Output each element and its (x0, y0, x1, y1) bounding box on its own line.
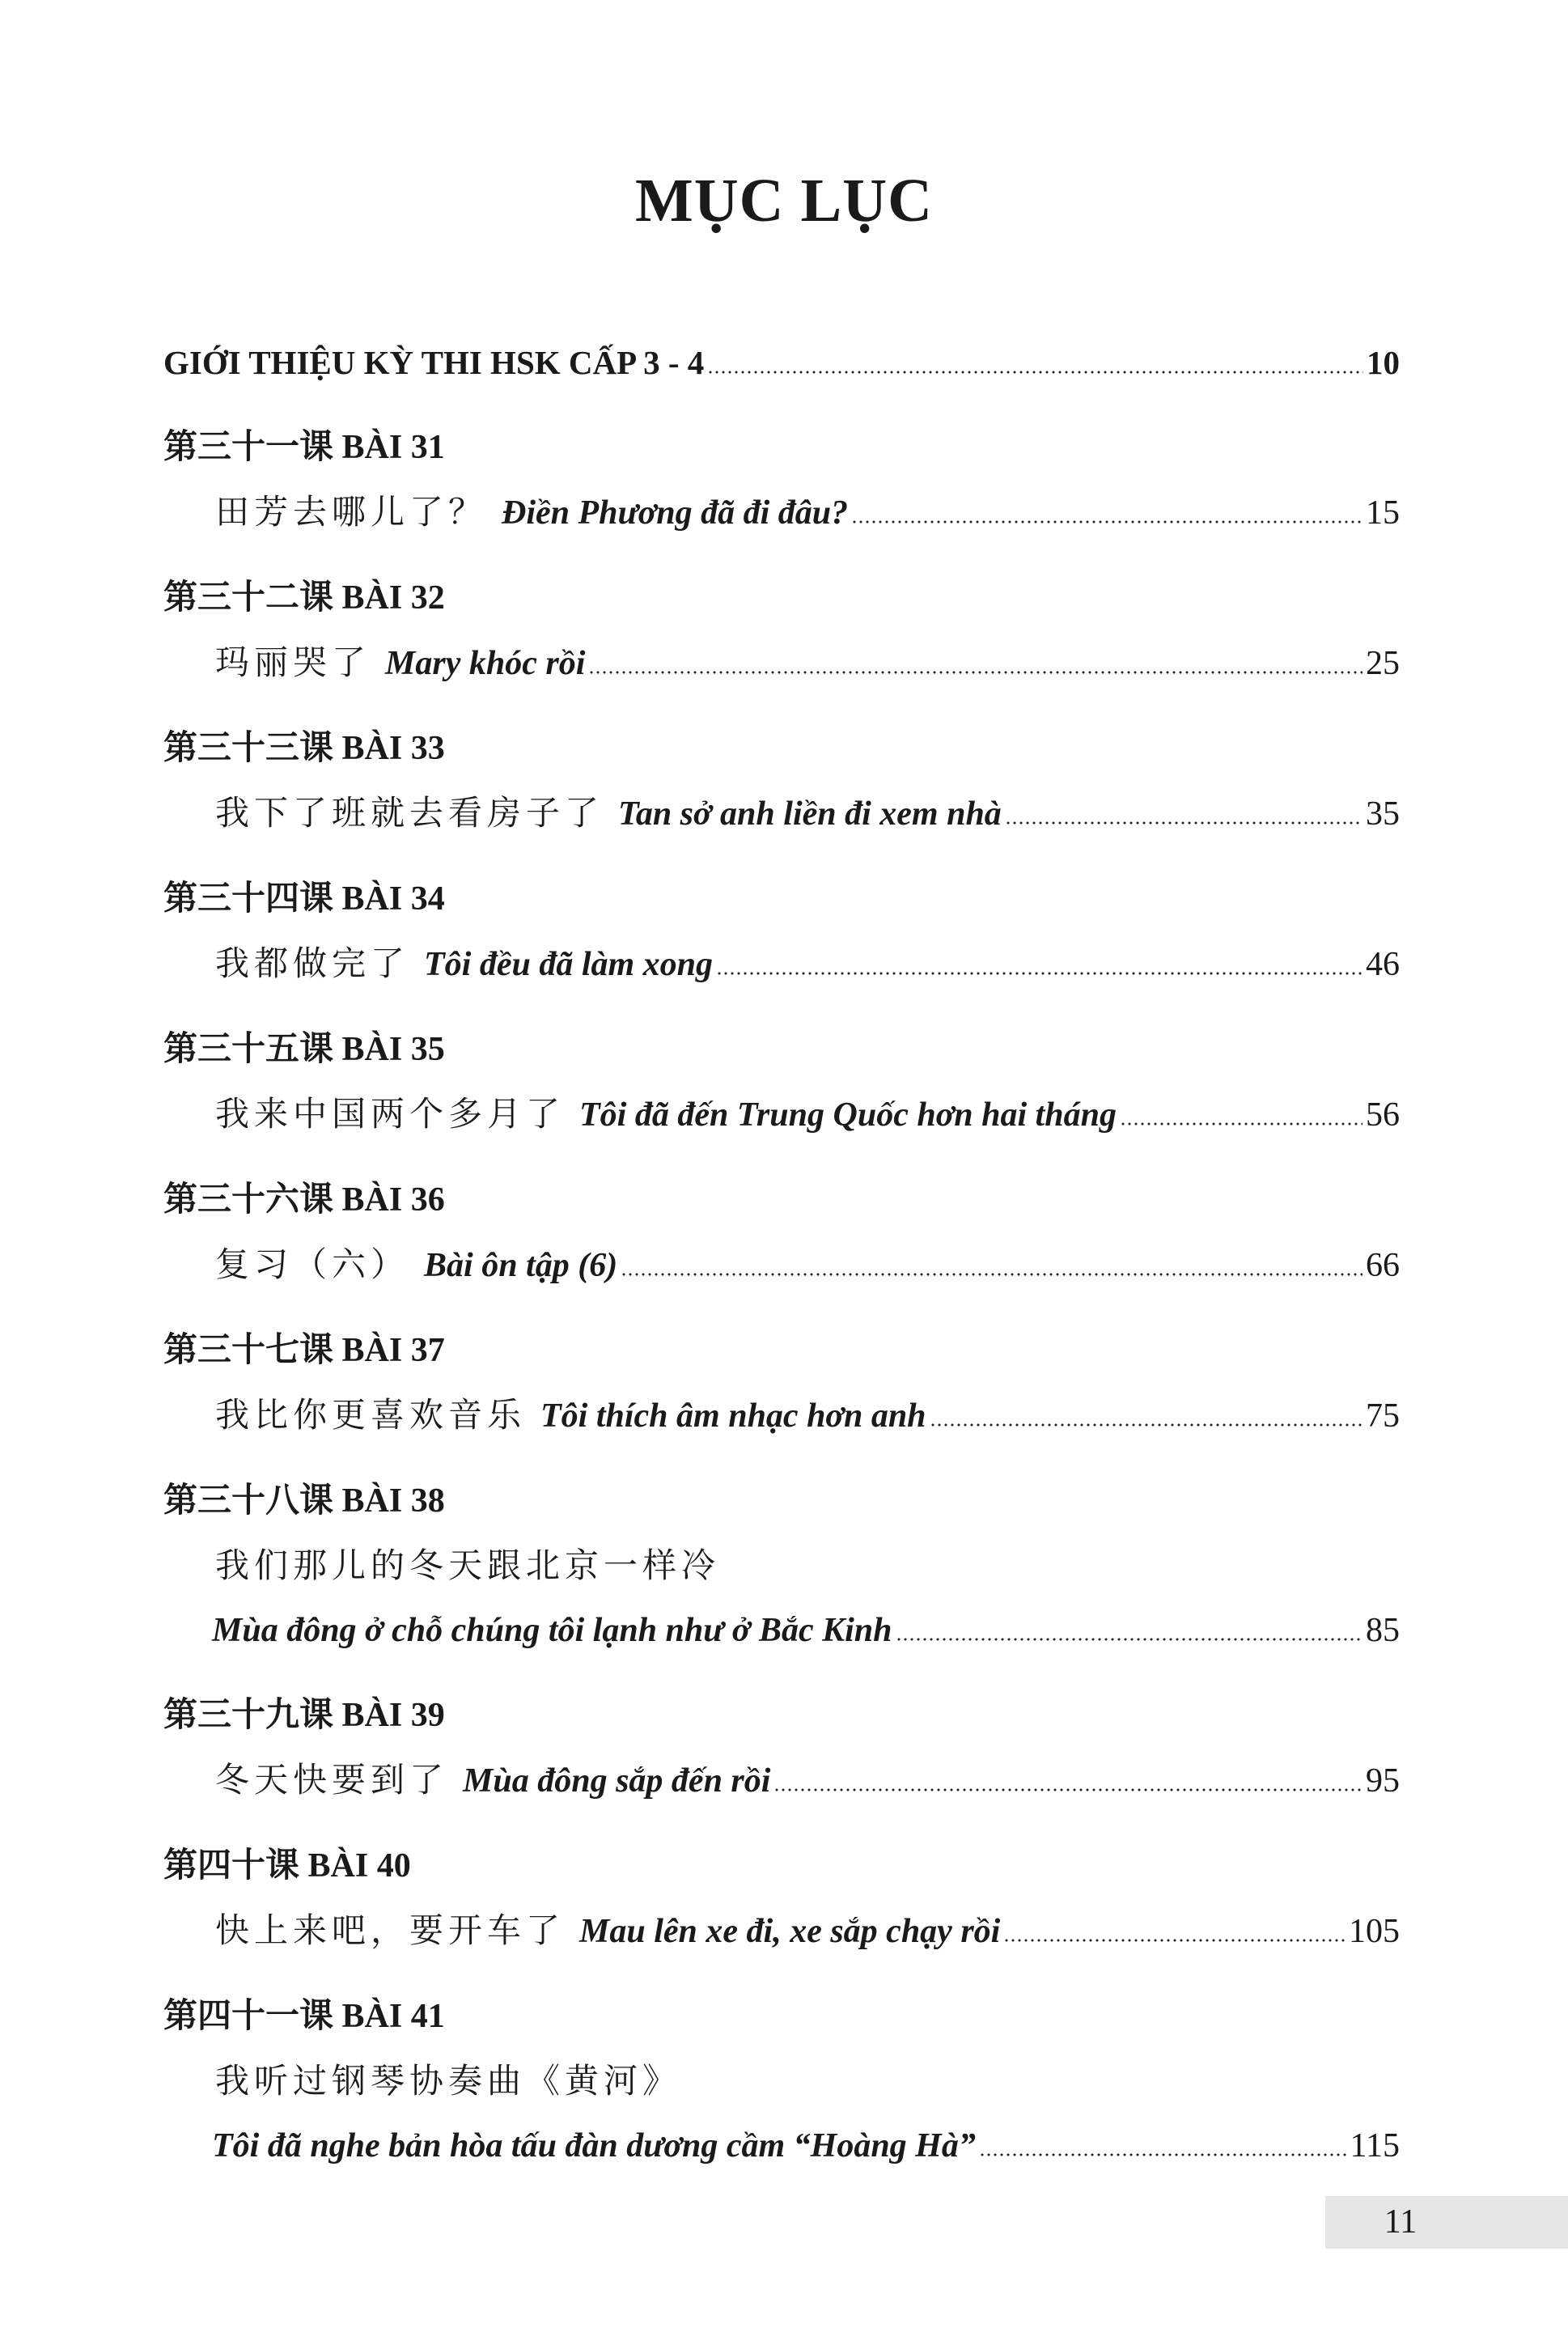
lesson-header: 第三十六课 BÀI 36 (163, 1181, 445, 1219)
lesson-header: 第四十课 BÀI 40 (163, 1847, 411, 1885)
toc-entry-page: 105 (1349, 1913, 1400, 1950)
toc-lesson (163, 1177, 1400, 1288)
lesson-header: 第三十四课 BÀI 34 (163, 880, 445, 918)
lesson-chinese-title: 我比你更喜欢音乐 (215, 1397, 527, 1435)
toc-lesson (163, 1843, 1400, 1954)
lesson-header: 第三十五课 BÀI 35 (163, 1031, 445, 1068)
lesson-chinese-title: 我听过钢琴协奏曲《黄河》 (215, 2063, 682, 2101)
lesson-header: 第三十一课 BÀI 31 (163, 429, 445, 466)
lesson-vietnamese-title: Bài ôn tập (6) (424, 1247, 618, 1284)
toc-entry-page: 66 (1366, 1247, 1400, 1284)
lesson-header: 第三十二课 BÀI 32 (163, 579, 445, 617)
lesson-vietnamese-title: Mùa đông ở chỗ chúng tôi lạnh như ở Bắc Kinh (212, 1612, 892, 1649)
toc-entry[interactable] (212, 2123, 1400, 2169)
lesson-header: 第三十七课 BÀI 37 (163, 1332, 445, 1369)
lesson-chinese-title: 玛丽哭了 (215, 645, 371, 682)
lesson-chinese-title: 冬天快要到了 (215, 1762, 449, 1800)
toc-lesson (163, 1027, 1400, 1138)
toc-entry[interactable] (215, 1243, 1400, 1288)
toc-entry[interactable] (212, 1608, 1400, 1653)
toc-entry-page: 25 (1366, 645, 1400, 682)
toc-entry-page: 115 (1350, 2127, 1400, 2165)
toc-lesson (163, 1693, 1400, 1804)
dot-leader (851, 520, 1362, 524)
toc-entry[interactable] (215, 641, 1400, 686)
lesson-vietnamese-title: Mary khóc rồi (385, 645, 586, 682)
toc-entry[interactable] (215, 1758, 1400, 1804)
toc-entry-page: 75 (1366, 1397, 1400, 1435)
dot-leader (896, 1638, 1362, 1641)
dot-leader (1120, 1122, 1362, 1126)
toc-entry[interactable] (215, 1092, 1400, 1138)
toc-lesson (163, 726, 1400, 837)
lesson-chinese-title: 我都做完了 (215, 946, 410, 983)
dot-leader (979, 2153, 1347, 2156)
toc-lesson (163, 876, 1400, 987)
toc-entry-page: 46 (1366, 946, 1400, 983)
dot-leader (1005, 821, 1362, 825)
dot-leader (588, 671, 1362, 674)
lesson-vietnamese-title: Tôi thích âm nhạc hơn anh (540, 1397, 926, 1435)
toc-entry-page: 95 (1366, 1762, 1400, 1800)
lesson-chinese-title: 我来中国两个多月了 (215, 1096, 566, 1134)
toc-entry[interactable] (215, 942, 1400, 987)
toc-lesson (163, 575, 1400, 686)
lesson-header: 第三十九课 BÀI 39 (163, 1697, 445, 1734)
dot-leader (930, 1423, 1362, 1427)
toc-lesson (163, 425, 1400, 536)
page-title: MỤC LỤC (635, 167, 933, 235)
lesson-chinese-title: 我下了班就去看房子了 (215, 795, 604, 833)
page-number: 11 (1384, 2203, 1418, 2241)
lesson-chinese-title: 田芳去哪儿了？ (215, 494, 488, 532)
lesson-chinese-title: 复习（六） (215, 1247, 410, 1284)
lesson-vietnamese-title: Tôi đã đến Trung Quốc hơn hai tháng (579, 1096, 1117, 1134)
toc-entry[interactable] (215, 1909, 1400, 1954)
lesson-header: 第三十三课 BÀI 33 (163, 730, 445, 767)
toc-lesson (163, 1328, 1400, 1439)
lesson-chinese-title: 我们那儿的冬天跟北京一样冷 (215, 1548, 721, 1585)
dot-leader (716, 972, 1362, 975)
toc-entry-page: 35 (1366, 795, 1400, 833)
toc-lesson (163, 1478, 1400, 1653)
lesson-header: 第三十八课 BÀI 38 (163, 1482, 445, 1520)
toc-entry-label: GIỚI THIỆU KỲ THI HSK CẤP 3 - 4 (163, 344, 705, 381)
toc-entry[interactable] (215, 791, 1400, 837)
page-number-box (1325, 2196, 1568, 2249)
dot-leader (773, 1788, 1362, 1791)
lesson-vietnamese-title: Tôi đều đã làm xong (424, 946, 714, 983)
lesson-vietnamese-title: Mùa đông sắp đến rồi (463, 1762, 771, 1800)
lesson-vietnamese-title: Điền Phương đã đi đâu? (502, 494, 849, 532)
toc-entry-intro[interactable] (163, 340, 1400, 385)
toc-entry[interactable] (215, 1393, 1400, 1439)
dot-leader (621, 1273, 1362, 1276)
toc-entry-page: 10 (1367, 344, 1400, 381)
lesson-vietnamese-title: Tôi đã nghe bản hòa tấu đàn dương cầm “Hoàng Hà” (212, 2127, 976, 2165)
dot-leader (1003, 1939, 1346, 1942)
lesson-header: 第四十一课 BÀI 41 (163, 1998, 445, 2035)
toc-entry[interactable] (215, 490, 1400, 536)
lesson-vietnamese-title: Tan sở anh liền đi xem nhà (618, 795, 1002, 833)
toc-entry-page: 56 (1366, 1096, 1400, 1134)
toc-entry-page: 15 (1366, 494, 1400, 532)
lesson-vietnamese-title: Mau lên xe đi, xe sắp chạy rồi (579, 1913, 1001, 1950)
toc-lesson (163, 1994, 1400, 2169)
table-of-contents (163, 340, 1400, 2169)
toc-entry-page: 85 (1366, 1612, 1400, 1649)
dot-leader (707, 371, 1363, 374)
lesson-chinese-title: 快上来吧，要开车了 (215, 1913, 566, 1950)
